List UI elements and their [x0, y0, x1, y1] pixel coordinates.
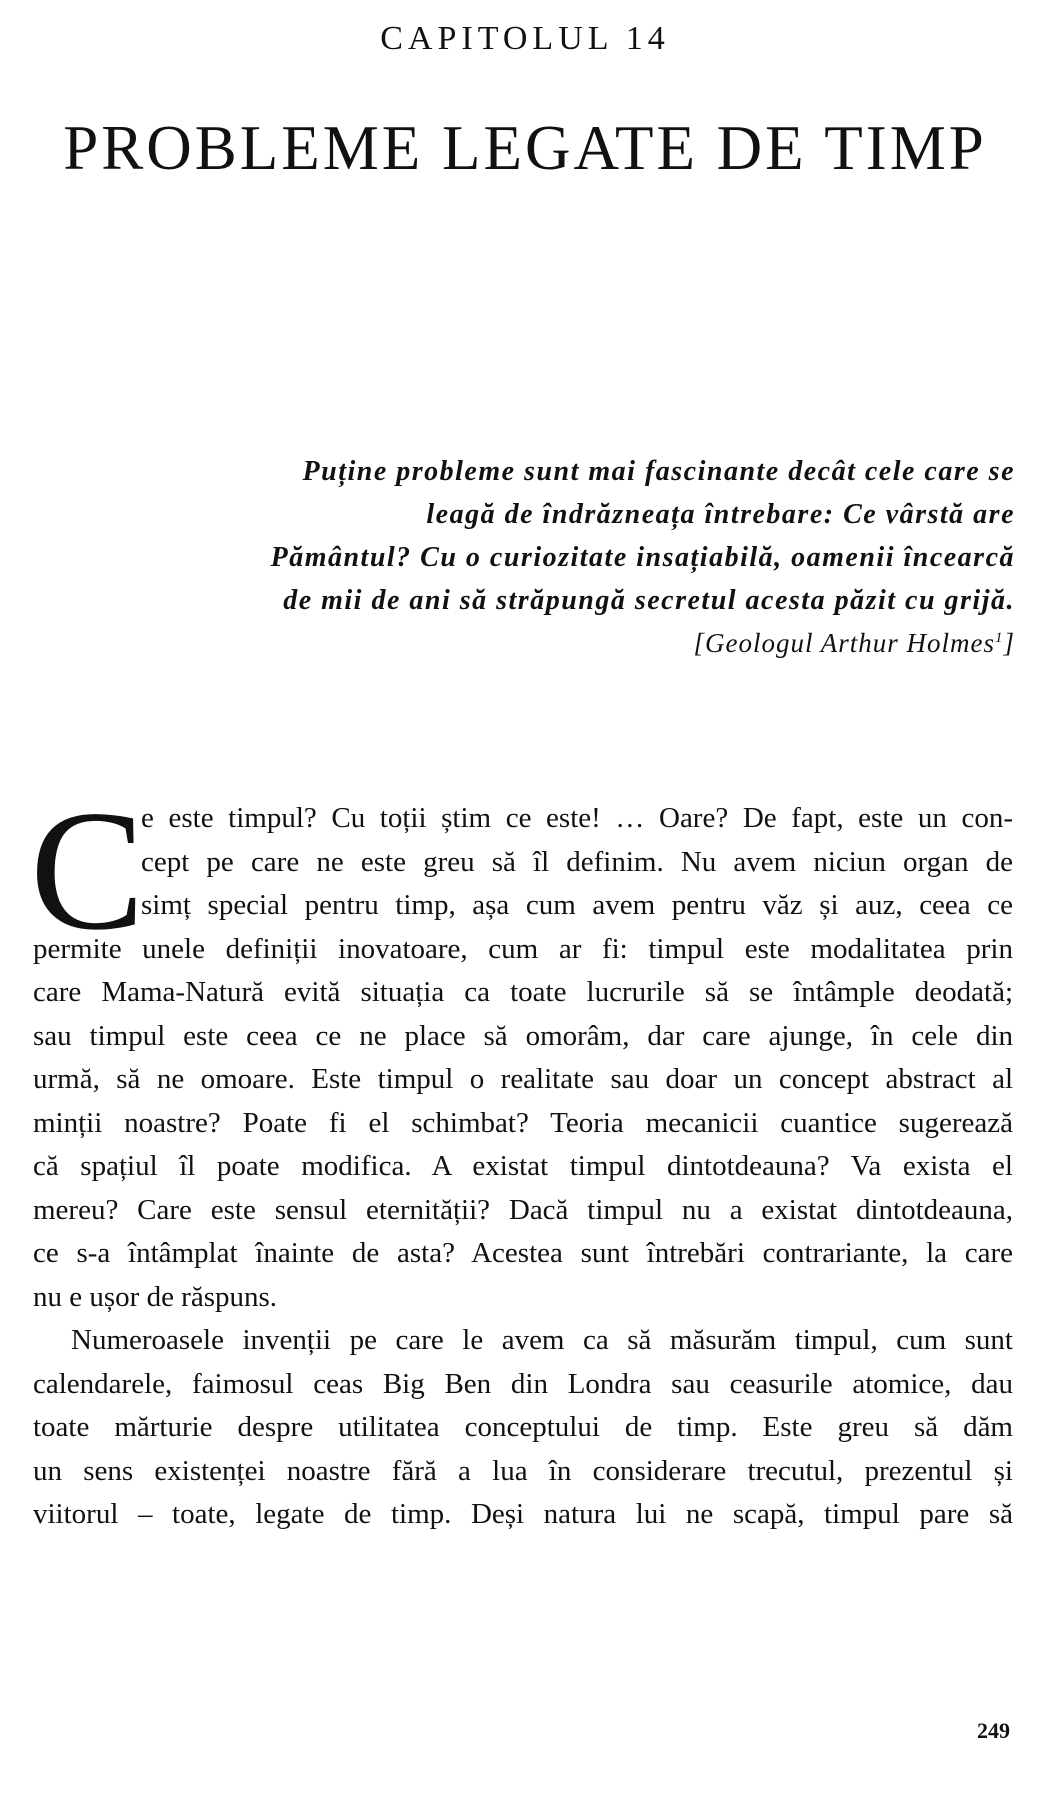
epigraph-line: de mii de ani să străpungă secretul acesta păzit cu grijă. — [283, 585, 1015, 616]
body-line: sau timpul este ceea ce ne place să omorâm, dar care ajunge, în cele din — [33, 1019, 1013, 1052]
body-line: Numeroasele invenții pe care le avem ca să măsurăm timpul, cum sunt — [71, 1324, 1013, 1356]
epigraph-line: Puține probleme sunt mai fascinante decât cele care se — [302, 456, 1015, 487]
body-line: simț special pentru timp, așa cum avem pentru văz și auz, ceea ce — [141, 889, 1013, 921]
body-line: un sens existenței noastre fără a lua în considerare trecutul, prezentul și — [33, 1454, 1013, 1487]
epigraph-line: Pământul? Cu o curiozitate insațiabilă, oamenii încearcă — [270, 542, 1015, 573]
body-line: viitorul – toate, legate de timp. Deși natura lui ne scapă, timpul pare să — [33, 1498, 1013, 1530]
body-line: urmă, să ne omoare. Este timpul o realitate sau doar un concept abstract al — [33, 1063, 1013, 1095]
body-line: permite unele definiții inovatoare, cum ar fi: timpul este modalitatea prin — [33, 932, 1013, 965]
chapter-title: PROBLEME LEGATE DE TIMP — [63, 113, 987, 183]
body-line: mereu? Care este sensul eternității? Dacă timpul nu a existat dintotdeauna, — [33, 1193, 1013, 1226]
epigraph-line: leagă de îndrăzneața întrebare: Ce vârstă are — [426, 499, 1015, 530]
drop-cap: C — [30, 776, 145, 966]
body-line: care Mama-Natură evită situația ca toate lucrurile să se întâmple deodată; — [33, 976, 1013, 1008]
body-text — [33, 797, 1013, 1537]
body-line: cept pe care ne este greu să îl definim. Nu avem niciun organ de — [141, 845, 1013, 878]
page-number: 249 — [977, 1718, 1010, 1743]
body-line: minții noastre? Poate fi el schimbat? Teoria mecanicii cuantice sugerează — [33, 1106, 1013, 1139]
body-line: calendarele, faimosul ceas Big Ben din Londra sau ceasurile atomice, dau — [33, 1367, 1013, 1400]
chapter-label: CAPITOLUL 14 — [380, 20, 670, 57]
epigraph-source-close: ] — [1003, 628, 1015, 658]
body-line: că spațiul îl poate modifica. A existat timpul dintotdeauna? Va exista el — [33, 1150, 1013, 1182]
body-line: nu e ușor de răspuns. — [33, 1280, 278, 1313]
epigraph-attribution — [693, 628, 1015, 659]
footnote-reference[interactable]: 1 — [994, 630, 1004, 646]
body-line: e este timpul? Cu toții știm ce este! … Oare? De fapt, este un con- — [141, 802, 1013, 834]
body-line: ce s-a întâmplat înainte de asta? Acestea sunt întrebări contrariante, la care — [33, 1237, 1013, 1269]
epigraph-source: [Geologul Arthur Holmes — [693, 628, 995, 658]
epigraph — [115, 450, 1015, 622]
body-line: toate mărturie despre utilitatea conceptului de timp. Este greu să dăm — [33, 1411, 1013, 1443]
